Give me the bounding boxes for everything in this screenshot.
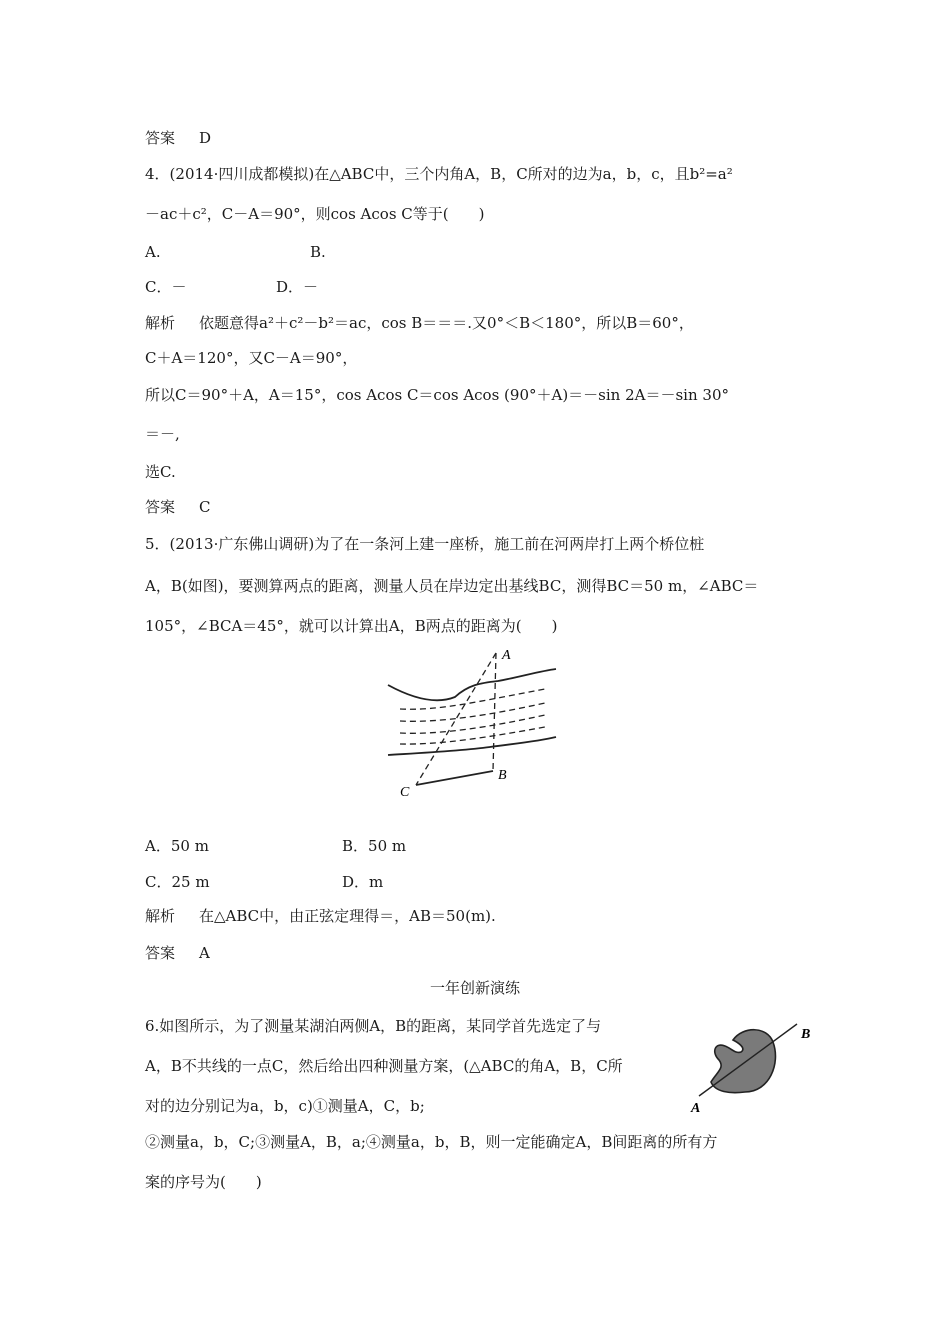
q4-analysis-line3: 所以C＝90°＋A，A＝15°，cos Acos C＝cos Acos (90°＋A)＝－sin 2A＝－sin 30°: [145, 386, 729, 404]
q4-option-d: D．－: [276, 278, 319, 296]
analysis-text: 依题意得a²＋c²－b²＝ac，cos B＝＝＝.又0°＜B＜180°，所以B＝60°，: [199, 314, 694, 332]
q5-stem-line3: 105°，∠BCA＝45°，就可以计算出A，B两点的距离为( ): [145, 617, 558, 635]
lake-figure: [685, 1012, 825, 1122]
lake-shape: [711, 1030, 775, 1093]
point-b-label: B: [801, 1027, 811, 1042]
point-a-label: A: [502, 648, 511, 663]
point-a-label: A: [691, 1101, 701, 1116]
answer-value: C: [199, 498, 211, 516]
answer-value: D: [199, 129, 212, 147]
answer-label: 答案: [145, 944, 176, 962]
q4-analysis-line1: [145, 313, 694, 333]
q4-stem-line1: 4．(2014·四川成都模拟)在△ABC中，三个内角A，B，C所对的边为a，b，c，且b²=a²: [145, 165, 733, 183]
point-b-label: B: [498, 768, 507, 783]
q5-stem-line1: 5．(2013·广东佛山调研)为了在一条河上建一座桥，施工前在河两岸打上两个桥位桩: [145, 535, 705, 553]
analysis-label: 解析: [145, 907, 176, 925]
q3-answer-line: [145, 128, 211, 148]
q4-analysis-line4: ＝－,: [145, 425, 180, 443]
q4-option-a: A.: [145, 243, 161, 261]
point-c-label: C: [400, 785, 410, 800]
q5-stem-line2: A，B(如图)，要测算两点的距离，测量人员在岸边定出基线BC，测得BC＝50 m，∠ABC＝: [145, 577, 759, 595]
q5-option-d: D．m: [342, 873, 384, 891]
river-bridge-figure: [380, 645, 560, 805]
q4-answer-line: [145, 497, 211, 517]
section-title: 一年创新演练: [429, 979, 520, 997]
analysis-label: 解析: [145, 314, 176, 332]
q4-stem-line2: －ac＋c²，C－A＝90°，则cos Acos C等于( ): [145, 205, 485, 223]
analysis-text: 在△ABC中，由正弦定理得＝，AB＝50(m).: [199, 907, 496, 925]
q6-line3: 对的边分别记为a，b，c)①测量A，C，b;: [145, 1097, 425, 1115]
q6-line2: A，B不共线的一点C，然后给出四种测量方案，(△ABC的角A，B，C所: [145, 1057, 623, 1075]
q6-line5: 案的序号为( ): [145, 1173, 262, 1191]
q4-option-b: B.: [310, 243, 326, 261]
q4-option-c: C．－: [145, 278, 187, 296]
answer-label: 答案: [145, 498, 176, 516]
q6-line4: ②测量a，b，C;③测量A，B，a;④测量a，b，B，则一定能确定A，B间距离的所有方: [145, 1133, 718, 1151]
q5-option-c: C．25 m: [145, 873, 210, 891]
q5-analysis-line: [145, 906, 496, 926]
q4-analysis-line5: 选C.: [145, 463, 176, 481]
q5-answer-line: [145, 943, 210, 963]
q6-line1: 6.如图所示，为了测量某湖泊两侧A，B的距离，某同学首先选定了与: [145, 1017, 602, 1035]
q4-analysis-line2: C＋A＝120°，又C－A＝90°，: [145, 349, 358, 367]
q5-option-b: B．50 m: [342, 837, 407, 855]
answer-value: A: [199, 944, 210, 962]
answer-label: 答案: [145, 129, 176, 147]
q5-option-a: A．50 m: [145, 837, 209, 855]
